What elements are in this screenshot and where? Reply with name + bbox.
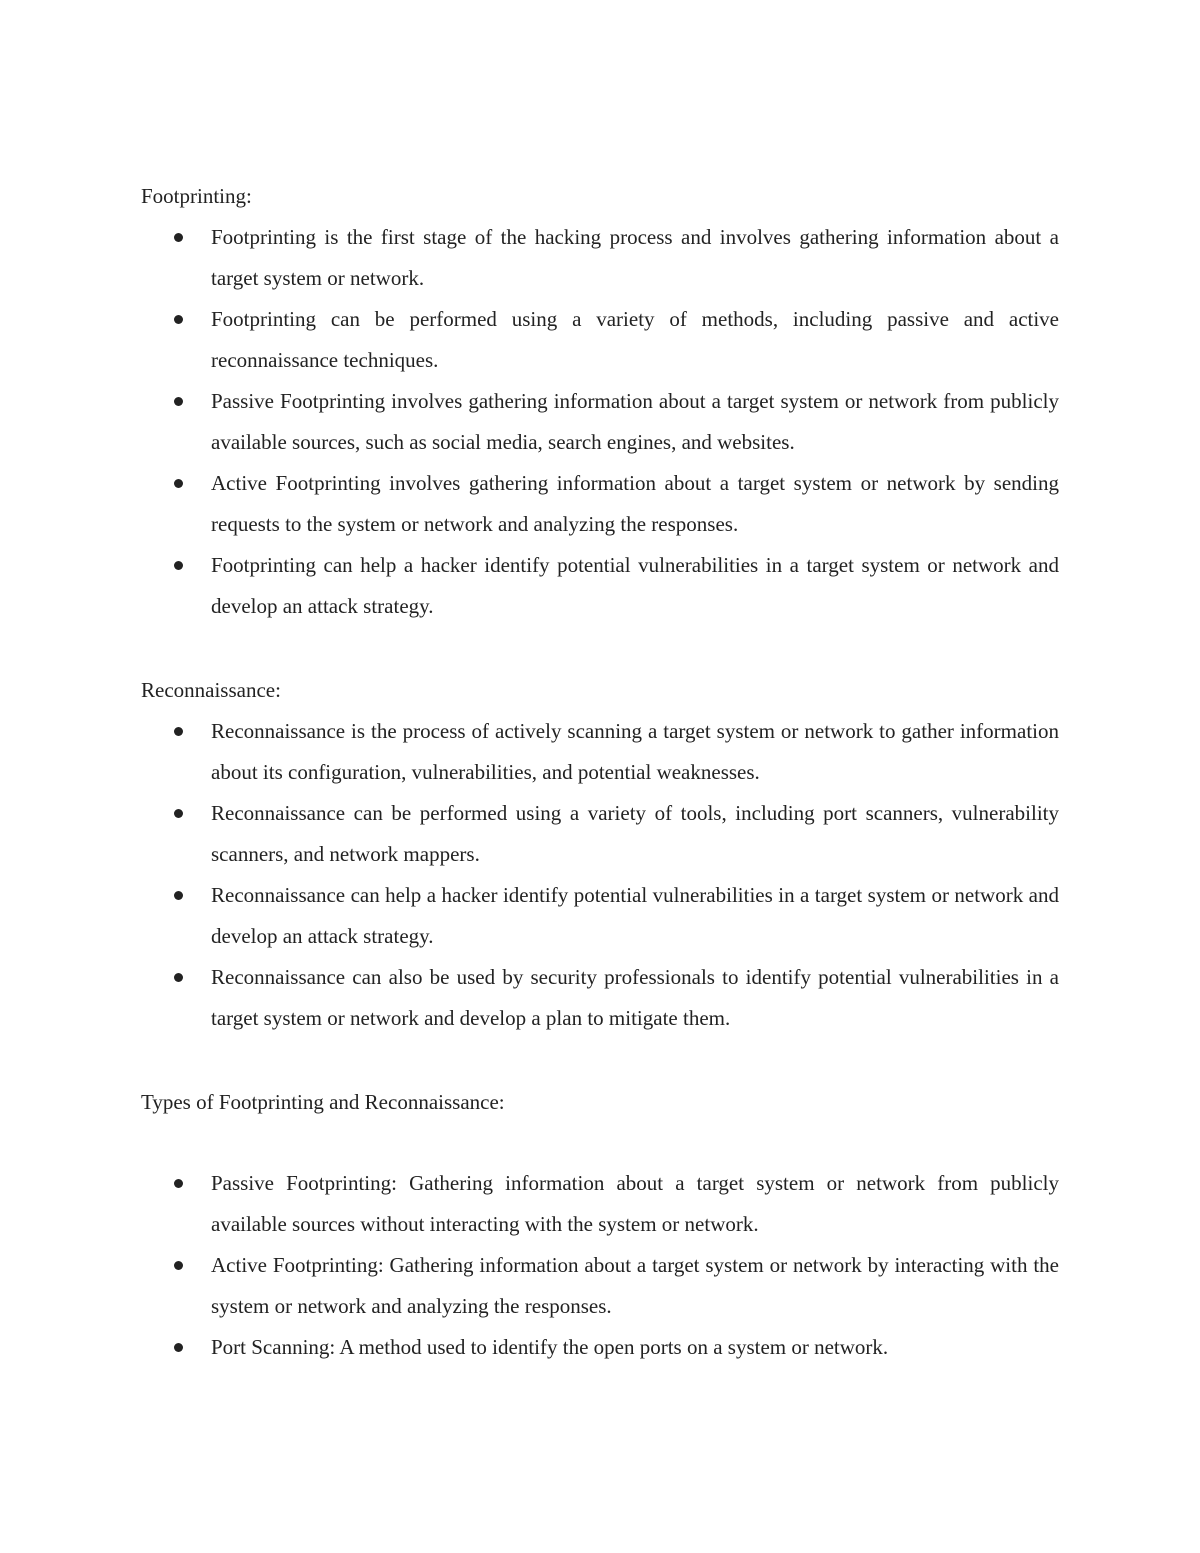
list-item [141, 957, 1059, 1039]
list-item [141, 381, 1059, 463]
bullet-icon [174, 233, 183, 242]
list-item [141, 217, 1059, 299]
bullet-icon [174, 1343, 183, 1352]
bullet-list-types [141, 1163, 1059, 1368]
list-item-text: Port Scanning: A method used to identify the open ports on a system or network. [211, 1335, 889, 1359]
bullet-icon [174, 561, 183, 570]
list-item-text: Footprinting can help a hacker identify potential vulnerabilities in a target system or network and develop an attack strategy. [211, 553, 1059, 618]
bullet-icon [174, 1179, 183, 1188]
bullet-icon [174, 1261, 183, 1270]
list-item [141, 875, 1059, 957]
section-heading-footprinting: Footprinting: [141, 184, 252, 208]
list-item-text: Passive Footprinting involves gathering information about a target system or network from publicly available sources, such as social media, search engines, and websites. [211, 389, 1059, 454]
section-heading-types: Types of Footprinting and Reconnaissance: [141, 1090, 505, 1114]
list-item [141, 1245, 1059, 1327]
list-item-text: Reconnaissance is the process of actively scanning a target system or network to gather information about its configuration, vulnerabilities, and potential weaknesses. [211, 719, 1059, 784]
list-item-text: Reconnaissance can be performed using a variety of tools, including port scanners, vulnerability scanners, and network mappers. [211, 801, 1059, 866]
section-footprinting [141, 181, 1059, 627]
bullet-icon [174, 973, 183, 982]
list-item-text: Reconnaissance can help a hacker identify potential vulnerabilities in a target system or network and develop an attack strategy. [211, 883, 1059, 948]
list-item [141, 545, 1059, 627]
bullet-icon [174, 891, 183, 900]
list-item-text: Active Footprinting involves gathering information about a target system or network by sending requests to the system or network and analyzing the responses. [211, 471, 1059, 536]
list-item-text: Footprinting can be performed using a variety of methods, including passive and active reconnaissance techniques. [211, 307, 1059, 372]
bullet-icon [174, 727, 183, 736]
bullet-icon [174, 397, 183, 406]
list-item-text: Passive Footprinting: Gathering information about a target system or network from publicly available sources without interacting with the system or network. [211, 1171, 1059, 1236]
bullet-list-footprinting [141, 217, 1059, 627]
list-item [141, 1327, 1059, 1368]
section-reconnaissance [141, 675, 1059, 1039]
bullet-icon [174, 809, 183, 818]
document-body [141, 181, 1059, 1368]
list-item [141, 463, 1059, 545]
section-heading-reconnaissance: Reconnaissance: [141, 678, 281, 702]
bullet-list-reconnaissance [141, 711, 1059, 1039]
list-item [141, 711, 1059, 793]
list-item-text: Footprinting is the first stage of the hacking process and involves gathering information about a target system or network. [211, 225, 1059, 290]
bullet-icon [174, 315, 183, 324]
list-item [141, 793, 1059, 875]
section-types [141, 1087, 1059, 1368]
bullet-icon [174, 479, 183, 488]
list-item [141, 1163, 1059, 1245]
list-item-text: Active Footprinting: Gathering information about a target system or network by interacting with the system or network and analyzing the responses. [211, 1253, 1059, 1318]
list-item-text: Reconnaissance can also be used by security professionals to identify potential vulnerabilities in a target system or network and develop a plan to mitigate them. [211, 965, 1059, 1030]
list-item [141, 299, 1059, 381]
